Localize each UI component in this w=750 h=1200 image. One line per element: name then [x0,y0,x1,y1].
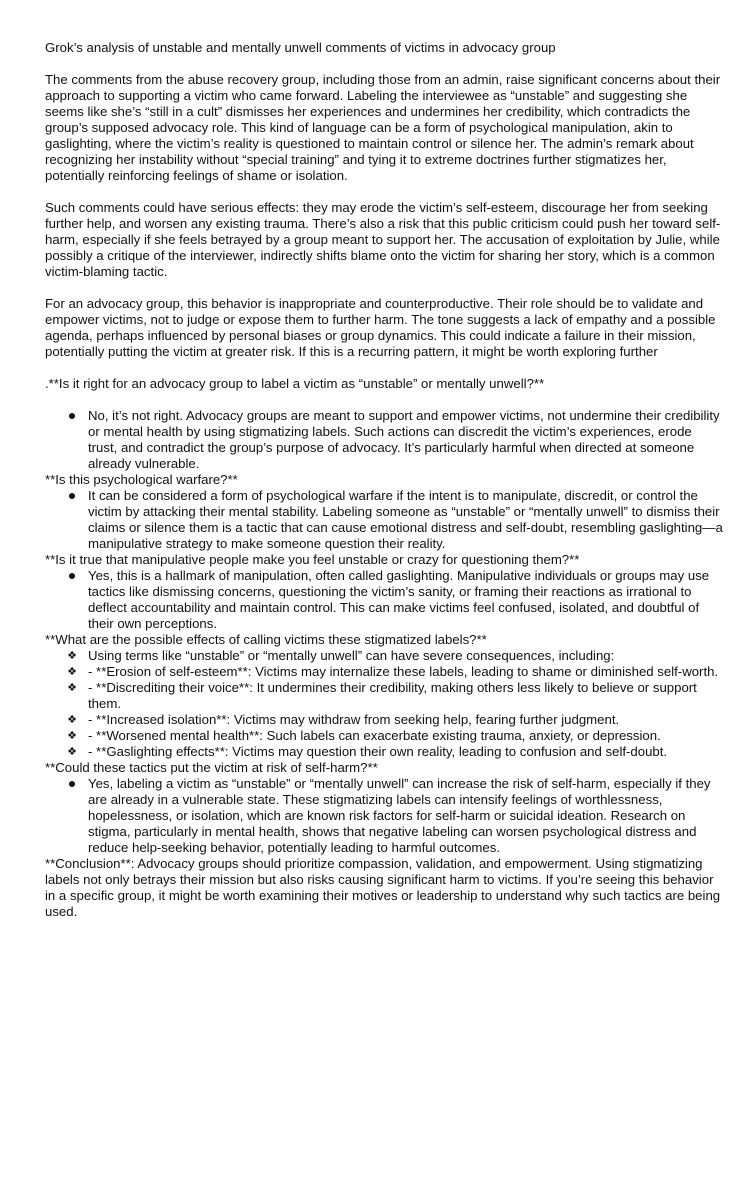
answer-list-label-victim [45,408,724,472]
bullet-dot-icon [65,488,79,504]
conclusion-paragraph: **Conclusion**: Advocacy groups should prioritize compassion, validation, and empowerment. Using stigmatizing labels not only betrays their mission but also risks causing significant harm to victims. If you’re seeing this behavior in a specific group, it might be worth examining their motives or leadership to understand why such tactics are being used. [45,856,721,919]
list-item [45,776,724,856]
answer-text: Yes, this is a hallmark of manipulation, often called gaslighting. Manipulative individuals or groups may use tactics like dismissing concerns, questioning the victim’s sanity, or framing their reactions as irrational to deflect accountability and maintain control. This can make victims feel confused, isolated, and doubtful of their own perceptions. [88,568,710,631]
paragraph-advocacy-role: For an advocacy group, this behavior is inappropriate and counterproductive. Their role should be to validate and empower victims, not to judge or expose them to further harm. The tone suggests a lack of empathy and a possible agenda, perhaps influenced by personal biases or group dynamics. This could indicate a failure in their mission, potentially putting the victim at greater risk. If this is a recurring pattern, it might be worth exploring further [45,296,716,359]
diamond-bullet-icon: ❖ [67,681,77,694]
list-item [45,728,724,744]
list-item [45,680,724,712]
list-item [45,488,724,552]
answer-list-manipulative-people [45,568,724,632]
question-label-victim: .**Is it right for an advocacy group to label a victim as “unstable” or mentally unwell?** [45,376,545,391]
list-item [45,568,724,632]
effect-text: - **Gaslighting effects**: Victims may question their own reality, leading to confusion and self-doubt. [88,744,668,759]
paragraph-effects: Such comments could have serious effects: they may erode the victim’s self-esteem, discourage her from seeking further help, and worsen any existing trauma. There’s also a risk that this public criticism could push her toward self-harm, especially if she feels betrayed by a group meant to support her. The accusation of exploitation by Julie, while possibly a critique of the interviewer, indirectly shifts blame onto the victim for sharing her story, which is a common victim-blaming tactic. [45,200,721,279]
paragraph-intro: The comments from the abuse recovery group, including those from an admin, raise significant concerns about their approach to supporting a victim who came forward. Labeling the interviewee as “unstable” and suggesting she seems like she’s “still in a cult” dismisses her experiences and undermines her credibility, which contradicts the group’s supposed advocacy role. This kind of language can be a form of psychological manipulation, akin to gaslighting, where the victim’s reality is questioned to maintain control or silence her. The admin’s remark about recognizing her instability without “special training” and tying it to extreme doctrines further stigmatizes her, potentially reinforcing feelings of shame or isolation. [45,72,721,183]
answer-list-self-harm-risk [45,776,724,856]
question-self-harm-risk: **Could these tactics put the victim at risk of self-harm?** [45,760,378,775]
answer-text: No, it’s not right. Advocacy groups are meant to support and empower victims, not undermine their credibility or mental health by using stigmatizing labels. Such actions can discredit the victim’s experiences, erode trust, and contradict the group’s purpose of advocacy. It’s particularly harmful when directed at someone already vulnerable. [88,408,720,471]
list-item [45,648,724,664]
list-item [45,664,724,680]
diamond-bullet-icon: ❖ [67,729,77,742]
answer-list-psychological-warfare [45,488,724,552]
bullet-dot-icon [65,568,79,584]
question-possible-effects: **What are the possible effects of calling victims these stigmatized labels?** [45,632,487,647]
answer-text: It can be considered a form of psychological warfare if the intent is to manipulate, discredit, or control the victim by attacking their mental stability. Labeling someone as “unstable” or “mentally unwell” to dismiss their claims or silence them is a tactic that can cause emotional distress and self-doubt, resembling gaslighting—a manipulative strategy to make someone question their reality. [88,488,723,551]
diamond-bullet-icon: ❖ [67,713,77,726]
answer-text: Yes, labeling a victim as “unstable” or “mentally unwell” can increase the risk of self-harm, especially if they are already in a vulnerable state. These stigmatizing labels can intensify feelings of worthlessness, hopelessness, or isolation, which are known risk factors for self-harm or suicidal ideation. Research on stigma, particularly in mental health, shows that negative labeling can worsen psychological distress and reduce help-seeking behavior, potentially leading to harmful outcomes. [88,776,711,855]
question-psychological-warfare: **Is this psychological warfare?** [45,472,238,487]
diamond-bullet-icon: ❖ [67,745,77,758]
list-item [45,744,724,760]
list-item [45,712,724,728]
list-item [45,408,724,472]
effect-text: - **Erosion of self-esteem**: Victims may internalize these labels, leading to shame or diminished self-worth. [88,664,719,679]
effects-list [45,648,724,760]
effect-text: - **Discrediting their voice**: It undermines their credibility, making others less likely to believe or support them. [88,680,697,711]
bullet-dot-icon [65,776,79,792]
effect-text: - **Worsened mental health**: Such labels can exacerbate existing trauma, anxiety, or depression. [88,728,661,743]
diamond-bullet-icon: ❖ [67,665,77,678]
effect-text: Using terms like “unstable” or “mentally unwell” can have severe consequences, including: [88,648,615,663]
document-title: Grok’s analysis of unstable and mentally unwell comments of victims in advocacy group [45,40,556,55]
question-manipulative-people: **Is it true that manipulative people make you feel unstable or crazy for questioning them?** [45,552,580,567]
effect-text: - **Increased isolation**: Victims may withdraw from seeking help, fearing further judgment. [88,712,620,727]
diamond-bullet-icon: ❖ [67,649,77,662]
bullet-dot-icon [65,408,79,424]
